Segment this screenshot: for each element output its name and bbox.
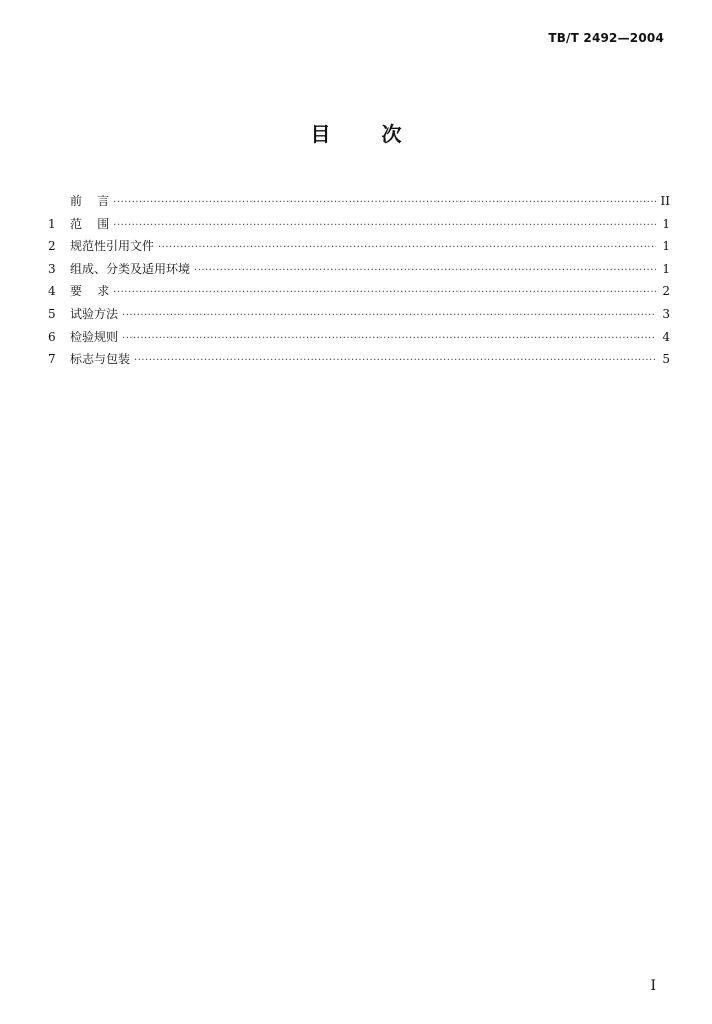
table-of-contents [48, 192, 670, 373]
toc-entry-label: 前 言 [70, 194, 110, 208]
toc-leader-dots [122, 333, 656, 344]
toc-entry-label: 范 围 [70, 216, 110, 231]
toc-entry-inspection-rules[interactable] [48, 328, 670, 351]
toc-leader-dots [134, 355, 656, 366]
toc-leader-dots [113, 287, 656, 298]
toc-title-char-2: 次 [381, 122, 402, 146]
toc-entry-number: 5 [48, 306, 56, 321]
standard-code: TB/T 2492—2004 [548, 31, 664, 45]
toc-leader-dots [122, 310, 656, 321]
toc-leader-dots [113, 220, 656, 231]
toc-entry-page: 1 [662, 216, 670, 231]
toc-entry-test-methods[interactable] [48, 305, 670, 328]
toc-entry-page: 1 [662, 261, 670, 276]
toc-entry-page: 1 [662, 239, 670, 254]
toc-entry-page: II [660, 194, 670, 208]
page-number: I [650, 978, 656, 994]
toc-title-char-1: 目 [310, 122, 331, 146]
toc-entry-number: 6 [48, 329, 56, 344]
toc-leader-dots [113, 197, 656, 208]
toc-entry-scope[interactable] [48, 215, 670, 238]
toc-leader-dots [158, 242, 656, 253]
toc-entry-label: 检验规则 [70, 329, 119, 344]
toc-entry-number: 1 [48, 216, 56, 231]
toc-entry-label: 试验方法 [70, 306, 119, 321]
toc-entry-label: 要 求 [70, 284, 110, 299]
toc-entry-number: 4 [48, 284, 56, 299]
toc-entry-page: 3 [662, 306, 670, 321]
toc-title [0, 118, 712, 147]
toc-entry-composition[interactable] [48, 260, 670, 283]
toc-entry-page: 4 [662, 329, 670, 344]
toc-entry-number: 3 [48, 261, 56, 276]
toc-entry-label: 标志与包装 [70, 352, 131, 367]
toc-entry-foreword[interactable] [48, 192, 670, 215]
toc-leader-dots [194, 265, 656, 276]
toc-entry-label: 组成、分类及适用环境 [70, 261, 191, 276]
toc-entry-number: 7 [48, 352, 56, 367]
toc-entry-requirements[interactable] [48, 282, 670, 305]
toc-entry-page: 5 [662, 352, 670, 367]
toc-entry-label: 规范性引用文件 [70, 239, 155, 254]
toc-entry-marking-packaging[interactable] [48, 350, 670, 373]
toc-entry-number: 2 [48, 239, 56, 254]
toc-entry-normative-references[interactable] [48, 237, 670, 260]
toc-entry-page: 2 [662, 284, 670, 299]
